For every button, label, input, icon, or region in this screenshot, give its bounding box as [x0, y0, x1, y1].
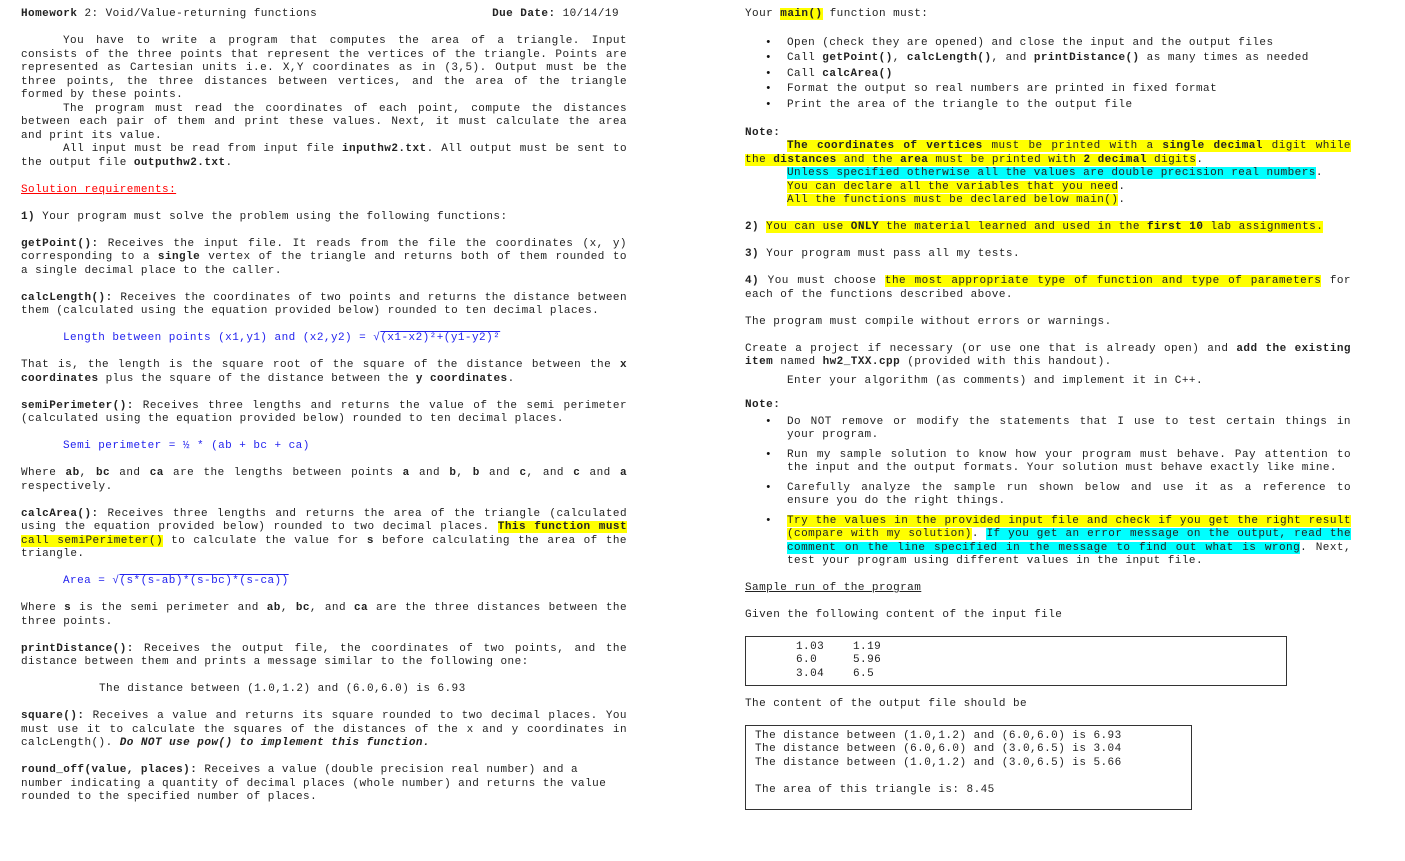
- output-line: The distance between (6.0,6.0) and (3.0,6.5) is 3.04: [755, 743, 1122, 755]
- text-run: You have to write a program that computes the area of a triangle. Input consists of the three points that represent the vertices of the triangle. Points are represented as Cartesian units i.e. X,Y coordinates as in (3,5). Output must be the three points, the three distances between vertices, and the area of the triangle formed by these points.: [21, 35, 627, 101]
- text-run: getPoint():: [21, 237, 99, 250]
- text-run: plus the square of the distance between the: [98, 372, 416, 385]
- right-column: [745, 8, 1351, 810]
- algorithm-instructions: [745, 375, 1351, 389]
- requirement-3: [745, 248, 1351, 262]
- calcarea-description: [21, 508, 627, 562]
- text-run: to calculate the value for: [163, 534, 367, 547]
- text-run: .: [1118, 194, 1126, 206]
- text-run: named: [773, 356, 823, 368]
- text-run: respectively.: [21, 480, 113, 493]
- text-run: Carefully analyze the sample run shown below and use it as a reference to ensure you do the right things.: [787, 481, 1351, 507]
- text-run: You must choose: [759, 275, 885, 287]
- text-run: . Next, test your program using different values in the input file.: [787, 541, 1352, 567]
- text-run: are the lengths between points: [163, 467, 403, 479]
- text-run: You can use: [766, 221, 851, 233]
- text-run: If you get an error message on the output, read the comment on the line specified in the message to find out what is wrong: [787, 528, 1352, 554]
- note-declarations: [745, 194, 1351, 208]
- text-run: coordinates: [430, 372, 508, 385]
- text-run: (x1-x2)²+(y1-y2)²: [380, 332, 501, 344]
- note-label: Note:: [745, 126, 781, 139]
- text-run: ab: [266, 602, 281, 614]
- input-y: 1.19: [853, 640, 882, 653]
- text-run: Your: [745, 8, 781, 20]
- bullet-item: [787, 449, 1351, 476]
- notes-list: [745, 416, 1351, 569]
- text-run: Call: [787, 52, 823, 64]
- bullet-item: [787, 98, 1351, 114]
- input-y: 5.96: [853, 654, 882, 666]
- text-run: Print the area of the triangle to the output file: [787, 98, 1133, 111]
- text-run: .: [507, 372, 515, 385]
- text-run: y: [415, 372, 423, 385]
- output-line: The distance between (1.0,1.2) and (3.0,6.5) is 5.66: [755, 756, 1122, 769]
- text-run: Receives three lengths and returns the value of the semi perimeter (calculated using the equation provided below) rounded to ten decimal places.: [21, 399, 627, 425]
- text-run: Call: [787, 67, 823, 80]
- bullet-item: [787, 36, 1351, 52]
- text-run: The distance between (1.0,1.2) and (6.0,6.0) is 6.93: [99, 683, 466, 695]
- bullet-item: [787, 416, 1351, 443]
- text-run: and: [110, 467, 150, 479]
- text-run: the most appropriate type of function and type of parameters: [884, 275, 1322, 287]
- main-function-intro: [745, 8, 1351, 22]
- text-run: 3): [745, 248, 760, 260]
- text-run: printDistance():: [21, 642, 134, 655]
- text-run: 2 decimal: [1083, 153, 1147, 166]
- semiperimeter-explanation: [21, 467, 627, 494]
- square-description: [21, 710, 627, 751]
- text-run: .: [971, 528, 987, 540]
- text-run: hw2_TXX.cpp: [822, 356, 901, 368]
- text-run: lab assignments.: [1203, 221, 1324, 233]
- roundoff-description: [21, 764, 627, 805]
- text-run: This function must: [497, 521, 628, 533]
- area-explanation: [21, 602, 627, 629]
- text-run: Receives the coordinates of two points and returns the distance between them (calculated using the equation provided below) rounded to ten decimal places.: [21, 291, 627, 317]
- text-run: ca: [353, 602, 369, 614]
- text-run: calcLength():: [21, 291, 113, 304]
- requirement-1: [21, 211, 627, 225]
- text-run: .: [1315, 167, 1323, 179]
- text-run: ONLY: [850, 221, 880, 233]
- text-run: and: [580, 467, 620, 479]
- text-run: semiPerimeter():: [21, 399, 134, 412]
- area-formula: [21, 575, 627, 589]
- text-run: , and: [526, 467, 574, 479]
- text-run: The coordinates of vertices: [787, 140, 983, 152]
- input-x: 3.04: [796, 667, 825, 680]
- text-run: inputhw2.txt: [341, 143, 427, 155]
- project-instructions: [745, 343, 1351, 370]
- text-run: call semiPerimeter(): [21, 534, 164, 547]
- text-run: Do NOT use pow() to implement this function.: [119, 737, 430, 749]
- output-area-line: The area of this triangle is: 8.45: [755, 783, 995, 796]
- text-run: area: [900, 153, 929, 166]
- text-run: bc: [95, 467, 111, 479]
- bullet-item: [787, 515, 1351, 569]
- text-run: first 10: [1146, 221, 1204, 233]
- text-run: calcArea(): [822, 67, 893, 80]
- text-run: .: [1118, 180, 1126, 193]
- text-run: 4): [745, 275, 760, 287]
- text-run: Unless specified otherwise all the values are double precision real numbers: [787, 167, 1316, 179]
- input-row: [796, 641, 1286, 655]
- note-label-2: Note:: [745, 399, 781, 411]
- text-run: Try the values in the provided input file and check if you get the right result (compare with my solution): [787, 514, 1351, 540]
- text-run: 2): [745, 221, 760, 233]
- text-run: ,: [79, 467, 96, 479]
- output-file-box: [745, 725, 1192, 811]
- bullet-item: [787, 51, 1351, 67]
- due-date: [492, 8, 619, 22]
- text-run: Where: [21, 602, 65, 614]
- note-precision: [745, 167, 1351, 181]
- input-file-box: [745, 636, 1287, 687]
- text-run: c: [519, 467, 527, 479]
- text-run: You can declare all the variables that you need: [787, 180, 1119, 193]
- text-run: That is, the length is the square root of the square of the distance between the: [21, 359, 620, 371]
- text-run: add the existing item: [745, 342, 1351, 368]
- text-run: before calculating the area of the triangle.: [21, 534, 627, 560]
- text-run: Open (check they are opened) and close the input and the output files: [787, 36, 1274, 49]
- text-run: must be printed with a: [982, 140, 1163, 152]
- text-run: Length between points (x1,y1) and (x2,y2) = √: [63, 332, 381, 344]
- intro-paragraph: [21, 35, 627, 103]
- text-run: The program must compile without errors or warnings.: [745, 315, 1112, 328]
- text-run: b: [472, 467, 480, 479]
- assignment-title: [21, 8, 317, 22]
- text-run: must be printed with: [928, 153, 1084, 166]
- text-run: is the semi perimeter and: [71, 602, 267, 614]
- text-run: x: [619, 359, 627, 371]
- intro-paragraph: [21, 103, 627, 144]
- input-row: [796, 668, 1286, 682]
- text-run: and: [479, 467, 520, 479]
- text-run: outputhw2.txt: [133, 156, 226, 169]
- text-run: calcArea():: [21, 507, 99, 520]
- getpoint-description: [21, 238, 627, 279]
- text-run: s: [366, 534, 374, 547]
- text-run: ,: [892, 52, 907, 64]
- text-run: for each of the functions described above.: [745, 275, 1351, 301]
- due-label: Due Date:: [492, 8, 556, 20]
- input-x: 1.03: [796, 640, 825, 653]
- text-run: c: [573, 467, 581, 479]
- text-run: main(): [780, 8, 823, 20]
- text-run: ca: [149, 467, 164, 479]
- text-run: printDistance(): [1033, 52, 1140, 64]
- text-run: .: [225, 156, 233, 169]
- text-run: ,: [456, 467, 473, 479]
- text-run: All the functions must be declared below main(): [787, 194, 1119, 206]
- semiperimeter-description: [21, 400, 627, 427]
- text-run: Receives a value and returns its square rounded to two decimal places. You must use it to calculate the squares of the distances of the x and y coordinates in calcLength().: [21, 710, 627, 749]
- text-run: . All output must be sent to the output file: [21, 143, 627, 169]
- text-run: Semi perimeter = ½ * (ab + bc + ca): [63, 440, 310, 452]
- output-file-intro: The content of the output file should be: [745, 698, 1028, 710]
- text-run: single decimal: [1162, 140, 1263, 152]
- bullet-item: [787, 67, 1351, 83]
- text-run: digit while the: [745, 140, 1351, 166]
- input-file-intro: Given the following content of the input file: [745, 609, 1063, 621]
- length-explanation: [21, 359, 627, 386]
- text-run: Create a project if necessary (or use one that is already open) and: [745, 342, 1237, 355]
- text-run: ab: [65, 467, 80, 479]
- bullet-item: [787, 482, 1351, 509]
- note-formatting: [745, 140, 1351, 167]
- text-run: Area = √: [63, 575, 120, 587]
- requirement-4: [745, 275, 1351, 302]
- text-run: 1): [21, 210, 36, 223]
- text-run: Do NOT remove or modify the statements that I use to test certain things in your program.: [787, 415, 1351, 441]
- requirement-2: [745, 221, 1351, 235]
- text-run: All input must be read from input file: [63, 143, 342, 155]
- intro-paragraph: [21, 143, 627, 170]
- text-run: The program must read the coordinates of each point, compute the distances between each pair of them and print these values. Next, it must calculate the area and print its value.: [21, 102, 627, 142]
- note-variables: [745, 181, 1351, 195]
- compile-requirement: [745, 316, 1351, 330]
- output-line: The distance between (1.0,1.2) and (6.0,6.0) is 6.93: [755, 729, 1122, 742]
- text-run: and: [409, 467, 450, 479]
- text-run: bc: [295, 602, 310, 614]
- text-run: Your program must solve the problem using the following functions:: [35, 210, 508, 223]
- main-requirements-list: [745, 36, 1351, 114]
- text-run: , and: [309, 602, 354, 614]
- text-run: vertex of the triangle and returns both of them rounded to a single decimal place to the caller.: [21, 251, 627, 277]
- text-run: Receives three lengths and returns the area of the triangle (calculated using the equation provided below) rounded to two decimal places.: [21, 507, 627, 533]
- text-run: a: [619, 467, 627, 479]
- text-run: single: [157, 251, 201, 263]
- text-run: (s*(s-ab)*(s-bc)*(s-ca)): [119, 575, 289, 587]
- text-run: , and: [991, 52, 1034, 64]
- text-run: are the three distances between the three points.: [21, 602, 628, 628]
- text-run: Receives the output file, the coordinates of two points, and the distance between them and prints a message similar to the following one:: [21, 642, 627, 668]
- left-column: [21, 8, 627, 805]
- text-run: digits: [1146, 153, 1197, 166]
- text-run: the material learned and used in the: [879, 221, 1147, 233]
- input-x: 6.0: [796, 654, 818, 666]
- text-run: and the: [836, 153, 901, 166]
- due-value: 10/14/19: [555, 8, 619, 20]
- text-run: Format the output so real numbers are printed in fixed format: [787, 83, 1218, 95]
- text-run: square():: [21, 710, 85, 722]
- input-row: [796, 654, 1286, 668]
- text-run: Receives the input file. It reads from the file the coordinates (x, y) corresponding to a: [21, 237, 627, 263]
- text-run: calcLength(): [906, 52, 992, 64]
- text-run: b: [449, 467, 457, 479]
- text-run: function must:: [822, 8, 929, 20]
- sample-run-heading: Sample run of the program: [745, 582, 922, 594]
- text-run: [423, 373, 430, 385]
- text-run: getPoint(): [822, 52, 893, 64]
- text-run: coordinates: [21, 372, 99, 385]
- input-y: 6.5: [853, 667, 875, 680]
- text-run: distances: [773, 153, 837, 166]
- title-rest: 2: Void/Value-returning functions: [77, 8, 318, 20]
- bullet-item: [787, 82, 1351, 98]
- calclength-description: [21, 292, 627, 319]
- title-bold: Homework: [21, 8, 78, 20]
- text-run: s: [64, 602, 72, 614]
- printdistance-example: [21, 683, 627, 697]
- text-run: Your program must pass all my tests.: [759, 248, 1020, 260]
- text-run: a: [402, 467, 410, 479]
- text-run: Enter your algorithm (as comments) and implement it in C++.: [787, 374, 1204, 387]
- length-formula: [21, 332, 627, 346]
- text-run: as many times as needed: [1139, 52, 1309, 64]
- text-run: round_off(value, places):: [21, 764, 198, 776]
- semiperimeter-formula: [21, 440, 627, 454]
- text-run: .: [1196, 153, 1204, 166]
- text-run: ,: [280, 602, 296, 614]
- document-header: [21, 8, 627, 22]
- solution-requirements-heading: Solution requirements:: [21, 183, 177, 196]
- text-run: (provided with this handout).: [900, 356, 1112, 368]
- text-run: Where: [21, 467, 66, 479]
- text-run: Run my sample solution to know how your program must behave. Pay attention to the input and the output formats. Your solution must behave exactly like mine.: [787, 448, 1351, 474]
- printdistance-description: [21, 643, 627, 670]
- text-run: Receives a value (double precision real number) and a number indicating a quantity of decimal places (whole number) and returns the value rounded to the specified number of places.: [21, 764, 607, 803]
